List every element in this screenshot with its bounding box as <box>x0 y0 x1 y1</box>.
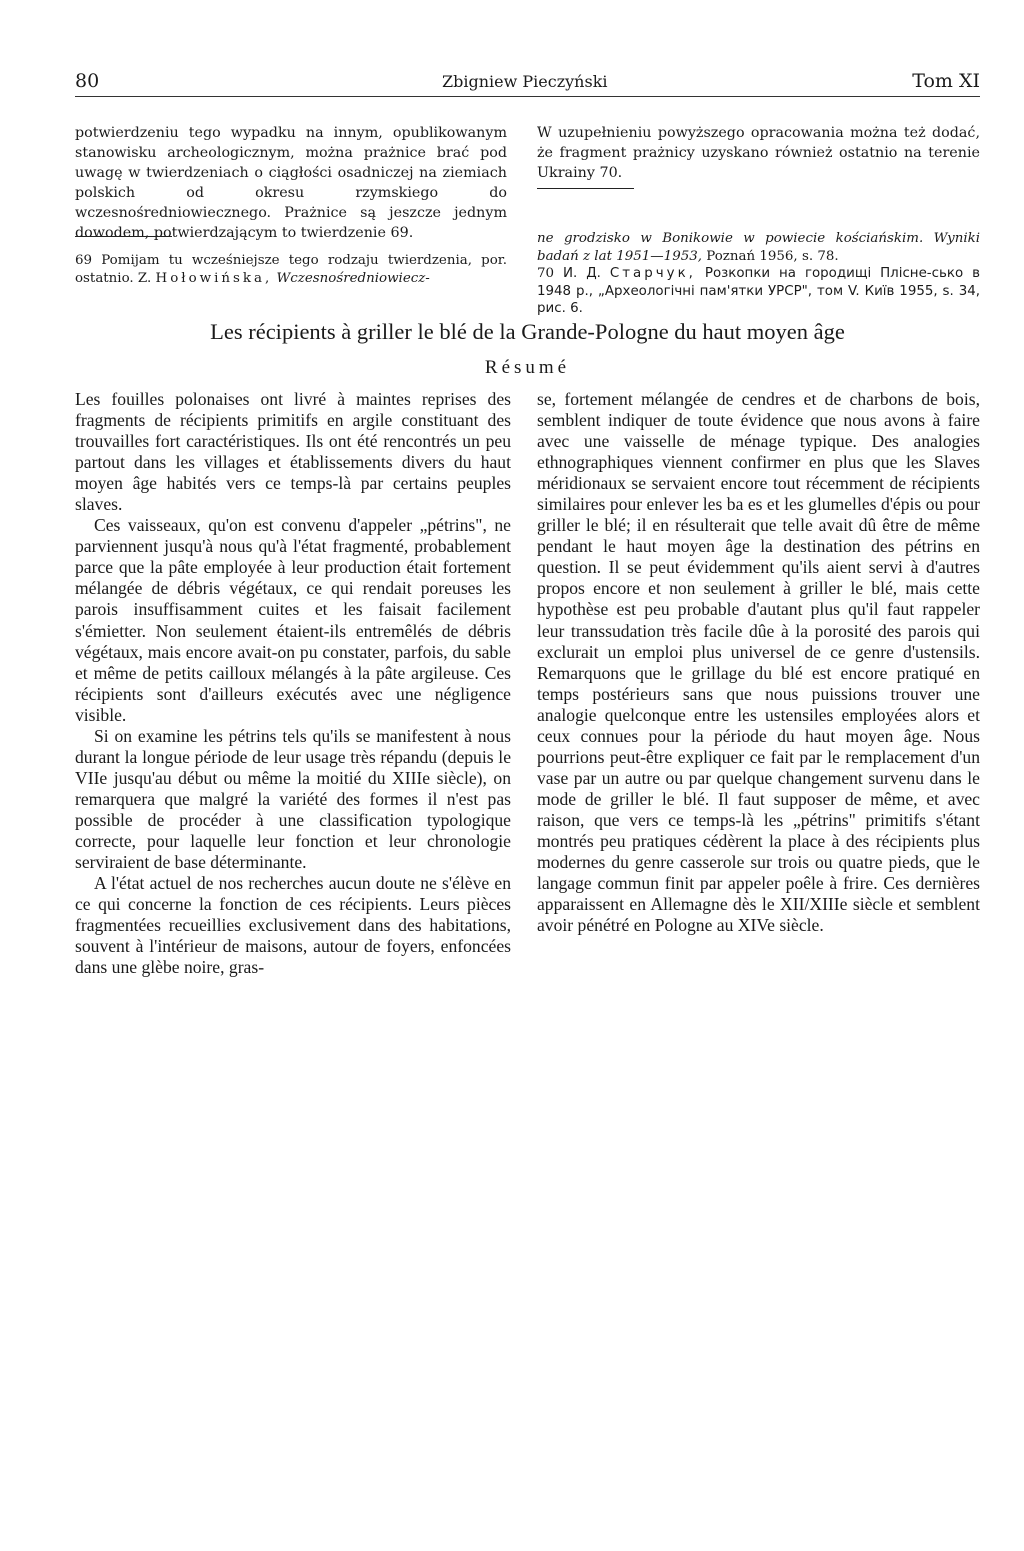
footnote-70-initials: И. Д. <box>563 266 601 282</box>
resume-paragraph: se, fortement mélangée de cendres et de charbons de bois, semblent indiquer de toute évidence que nous avons à faire avec une vaisselle de ménage typique. Des analogies ethnographiques viennent confirmer en plus que les Slaves méridionaux se servaient encore tout récemment de récipients similaires pour enlever les ba es et les glumelles d'épis ou pour griller le blé; il en résulterait que telle avait dû être de même pendant le haut moyen âge la destination des pétrins en question. Il se peut évidemment qu'ils aient servi à d'autres propos encore et non seulement à griller le blé, mais cette hypothèse est peu probable d'autant plus qu'il faut rappeler leur transsudation très facile dûe à la porosité des parois qui exclurait un emploi plus universel de ce genre d'ustensils. Remarquons que le grillage du blé est encore pratiqué en temps postérieurs sans que nous puissions trouver une analogie quelconque entre les ustensiles employées alors et ceux connues pour la période du haut moyen âge. Nous pourrions peut-être expliquer ce fait par le remplacement d'un vase par un autre ou par quelque changement survenu dans le mode de griller le blé. Il faut supposer de même, et avec raison, que vers ce temps-là les „pétrins" primitifs s'étant montrés peu pratiques cédèrent la place à des récipients plus modernes du genre casserole sur trois ou quatre pieds, que le langage commun finit par appeler poêle à frire. Ces dernières apparaissent en Allemagne dès le XII/XIIIe siècle et semblent avoir pénétré en Pologne au XIVe siècle. <box>537 389 980 936</box>
footnote-69 <box>75 252 507 287</box>
footnote-70 <box>537 265 980 318</box>
volume-label: Tom XI <box>912 70 980 92</box>
footnotes-right <box>537 230 980 318</box>
footnote-70-number: 70 <box>537 266 555 282</box>
footnote-69-author: Hołowińska, <box>155 270 273 286</box>
polish-paragraph-right: W uzupełnieniu powyższego opracowania można też dodać, że fragment prażnicy uzyskano również ostatnio na terenie Ukrainy 70. <box>537 125 980 181</box>
footnote-69-number: 69 <box>75 253 93 268</box>
footnote-69-title: Wczesnośredniowiecz- <box>276 270 430 286</box>
footnote-cont-title: ne grodzisko w Bonikowie w powiecie kościańskim. Wyniki badań z lat 1951—1953, <box>537 231 980 264</box>
running-header <box>75 66 980 97</box>
footnote-69-text: Pomijam tu wcześniejsze tego rodzaju twierdzenia, por. ostatnio. Z. <box>75 253 507 286</box>
footnote-rule-right <box>537 188 634 189</box>
footnote-rule-left <box>75 236 172 237</box>
resume-paragraph: A l'état actuel de nos recherches aucun doute ne s'élève en ce qui concerne la fonction de ces récipients. Leurs pièces fragmentées recueillies exclusivement dans des habitations, souvent à l'intérieur de maisons, autour de foyers, enfoncées dans une glèbe noire, gras- <box>75 873 511 978</box>
article-title: Les récipients à griller le blé de la Grande-Pologne du haut moyen âge <box>210 319 845 344</box>
resume-paragraph: Les fouilles polonaises ont livré à maintes reprises des fragments de récipients primitifs en argile constituant des trouvailles fort caractéristiques. Ils ont été rencontrés un peu partout dans les villages et établissements divers du haut moyen âge habités vers ce temps-là par certains peuples slaves. <box>75 389 511 515</box>
footnote-70-author: Старчук, <box>609 266 696 282</box>
resume-paragraph: Ces vaisseaux, qu'on est convenu d'appeler „pétrins", ne parviennent jusqu'à nous qu'à l'état fragmenté, probablement parce que la pâte employée à leur production était fortement mélangée de débris végétaux, ce qui rendait poreuses les parois insuffisamment cuites et les faisait facilement s'émietter. Non seulement étaient-ils entremêlés de débris végétaux, mais encore avait-on pu constater, parfois, du sable et même de petits cailloux mélangés à la pâte argileuse. Ces récipients sont d'ailleurs exécutés avec une négligence visible. <box>75 515 511 725</box>
resume-column-right <box>537 389 980 936</box>
polish-text-left <box>75 124 507 243</box>
footnote-69-continuation <box>537 230 980 265</box>
running-author: Zbigniew Pieczyński <box>442 72 608 91</box>
section-heading: Résumé <box>484 357 571 378</box>
footnote-cont-rest: Poznań 1956, s. 78. <box>706 248 839 264</box>
resume-column-left <box>75 389 511 978</box>
footnote-70-text: Розкопки на городищі Плісне-сько в 1948 р., „Археологічні пам'ятки УРСР", том V. Київ 1955, s. 34, рис. 6. <box>537 266 981 317</box>
resume-paragraph: Si on examine les pétrins tels qu'ils se manifestent à nous durant la longue période de leur usage très répandu (depuis le VIIe jusqu'au début ou même la moitié du XIIIe siècle), on remarquera que malgré la variété des formes il n'est pas possible de procéder à une classification typologique correcte, pour laquelle leur fonction et leur chronologie serviraient de base déterminante. <box>75 725 511 873</box>
page-number: 80 <box>75 70 100 92</box>
polish-paragraph-left: potwierdzeniu tego wypadku na innym, opublikowanym stanowisku archeologicznym, można prażnice brać pod uwagę w twierdzeniach o ciągłości osadniczej na ziemiach polskich od okresu rzymskiego do wczesnośredniowiecznego. Prażnice są jeszcze jednym dowodem, potwierdzającym to twierdzenie 69. <box>75 125 507 241</box>
polish-text-right <box>537 124 980 184</box>
